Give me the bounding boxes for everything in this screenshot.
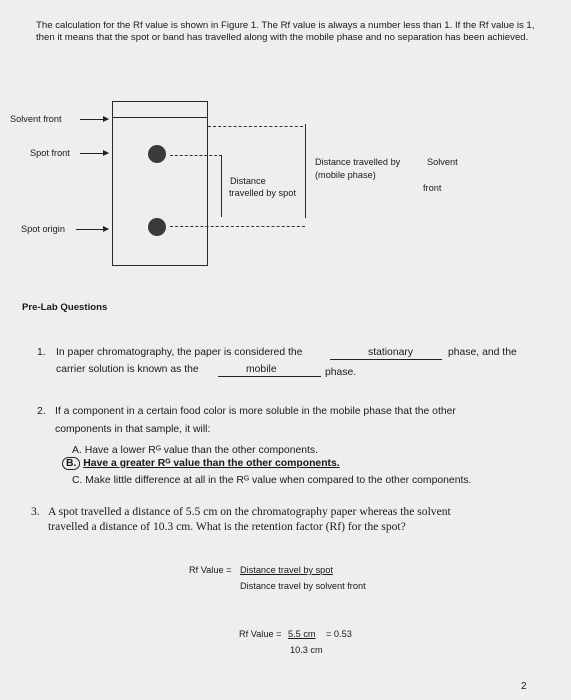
solvent-right-line1: Solvent <box>427 157 458 167</box>
spot-front-label: Spot front <box>30 148 70 158</box>
solvent-front-arrow <box>80 119 108 120</box>
q3-line1: A spot travelled a distance of 5.5 cm on the chromatography paper whereas the solvent <box>48 505 451 518</box>
page-number: 2 <box>521 681 527 692</box>
spot-origin-arrow <box>76 229 108 230</box>
formula-denominator: Distance travel by solvent front <box>240 581 366 591</box>
q1-part4: phase. <box>325 367 357 378</box>
solvent-right-line2: front <box>423 183 442 193</box>
intro-paragraph: The calculation for the Rf value is shown in Figure 1. The Rf value is always a number less than 1. If the Rf value is 1, then it means that the spot or band has travelled along with the mobile phase and no separation has been achieved. <box>36 20 535 43</box>
spot-front-dot <box>148 145 166 163</box>
q2-line1: If a component in a certain food color is more soluble in the mobile phase that the other <box>55 406 456 417</box>
formula-prefix: Rf Value = <box>189 565 232 575</box>
q1-part3: carrier solution is known as the <box>56 364 199 375</box>
distance-spot-line2: travelled by spot <box>229 188 296 198</box>
distance-spot-line1: Distance <box>230 176 266 186</box>
spot-origin-label: Spot origin <box>21 224 65 234</box>
q2-option-c: C. Make little difference at all in the Rᴳ value when compared to the other components. <box>72 475 472 486</box>
spot-distance-line <box>221 155 222 217</box>
q2-option-a: A. Have a lower Rᴳ value than the other components. <box>72 445 319 456</box>
spot-origin-dash <box>170 226 305 227</box>
formula-numerator: Distance travel by spot <box>240 565 333 575</box>
solvent-front-label: Solvent front <box>10 114 62 124</box>
spot-front-dash <box>170 155 222 156</box>
solvent-front-line <box>113 117 207 118</box>
answer-numerator: 5.5 cm <box>288 629 316 639</box>
q3-number: 3. <box>31 505 40 518</box>
distance-mobile-line1: Distance travelled by <box>315 157 401 167</box>
answer-prefix: Rf Value = <box>239 629 282 639</box>
answer-denominator: 10.3 cm <box>290 645 323 655</box>
q1-number: 1. <box>37 347 46 358</box>
q1-part2: phase, and the <box>448 347 517 358</box>
paper-strip <box>112 101 208 266</box>
solvent-distance-line <box>305 124 306 218</box>
q2-option-b <box>62 457 340 470</box>
q1-blank1: stationary <box>368 347 414 358</box>
spot-origin-dot <box>148 218 166 236</box>
q2-line2: components in that sample, it will: <box>55 424 211 435</box>
spot-front-arrow <box>80 153 108 154</box>
answer-result: = 0.53 <box>326 629 352 639</box>
q1-part1: In paper chromatography, the paper is considered the <box>56 347 303 358</box>
q1-blank2: mobile <box>246 364 277 375</box>
q2-number: 2. <box>37 406 46 417</box>
q2-option-b-text: Have a greater Rᴳ value than the other components. <box>83 458 340 469</box>
distance-mobile-line2: (mobile phase) <box>315 170 376 180</box>
q2-option-b-circle: B. <box>62 457 80 470</box>
solvent-front-dash <box>208 126 303 127</box>
prelab-heading: Pre-Lab Questions <box>22 302 108 313</box>
q3-line2: travelled a distance of 10.3 cm. What is the retention factor (Rf) for the spot? <box>48 520 406 533</box>
